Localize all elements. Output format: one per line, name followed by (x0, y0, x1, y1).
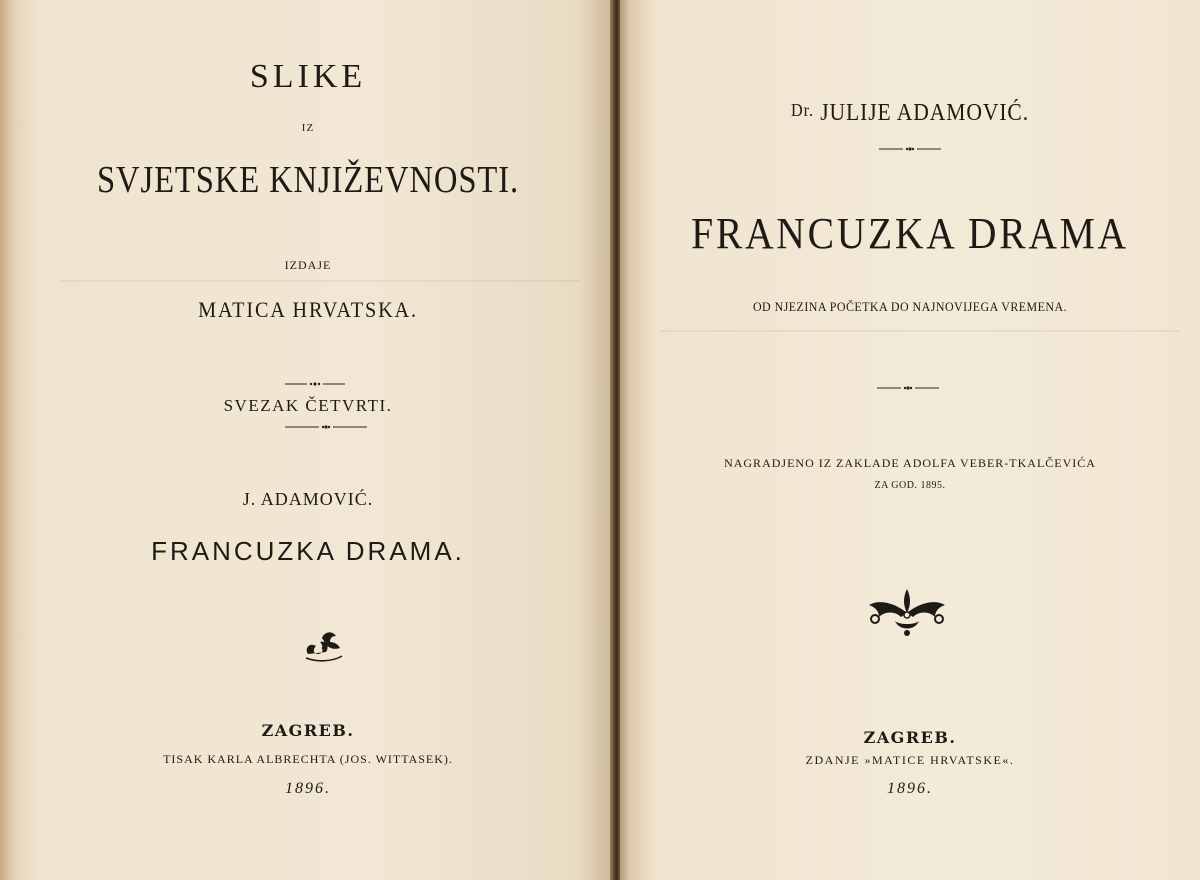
author-prefix: Dr. (790, 100, 814, 120)
publisher-intro: IZDAJE (284, 258, 332, 272)
publisher-name: MATICA HRVATSKA. (198, 297, 418, 322)
book-subtitle: OD NJEZINA POČETKA DO NAJNOVIJEGA VREMENA. (752, 299, 1068, 314)
imprint-city: ZAGREB. (261, 721, 355, 740)
imprint-year: 1896. (887, 780, 933, 797)
right-page-title-page (620, 0, 1200, 880)
book-title: FRANCUZKA DRAMA (691, 209, 1129, 258)
paper-crease (60, 280, 580, 282)
author-line (649, 100, 1171, 127)
series-title: SLIKE (249, 58, 367, 95)
printer-line: TISAK KARLA ALBRECHTA (JOS. WITTASEK). (163, 752, 453, 766)
award-note: NAGRADJENO IZ ZAKLADE ADOLFA VEBER-TKALČEVIĆA (724, 456, 1096, 470)
imprint-year: 1896. (285, 780, 331, 797)
imprint-city: ZAGREB. (863, 728, 957, 747)
floral-vignette-icon (865, 585, 949, 642)
book-title: FRANCUZKA DRAMA. (151, 536, 465, 566)
publisher-line: ZDANJE »MATICE HRVATSKE«. (805, 753, 1015, 767)
series-subtitle: SVJETSKE KNJIŽEVNOSTI. (97, 159, 519, 201)
fleuron-ornament-icon (302, 628, 346, 669)
author-full-name: JULIJE ADAMOVIĆ. (820, 100, 1030, 126)
volume-label: SVEZAK ČETVRTI. (223, 396, 393, 415)
award-year: ZA GOD. 1895. (874, 480, 946, 491)
author-name: J. ADAMOVIĆ. (242, 489, 374, 509)
series-preposition: IZ (301, 122, 315, 134)
paper-crease (660, 330, 1180, 332)
